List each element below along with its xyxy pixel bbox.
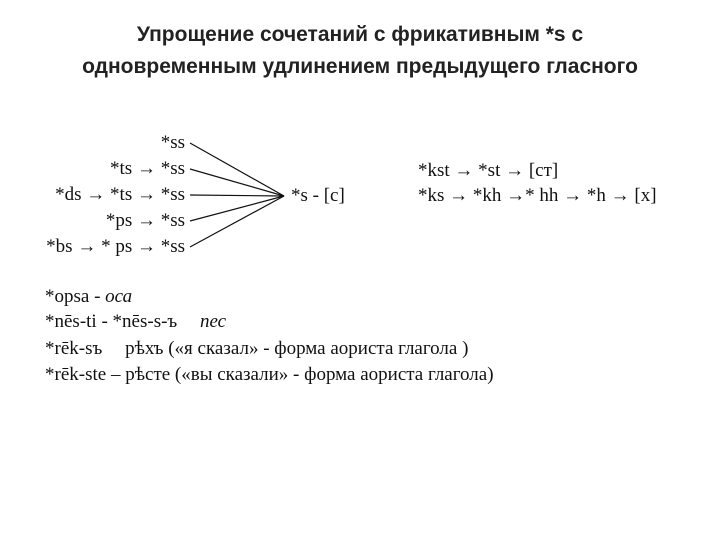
- chain-row-ds: *ds → *ts → *ss: [55, 184, 185, 205]
- chain-row-bs: *bs → * ps → *ss: [46, 236, 185, 257]
- slide-title-line1: Упрощение сочетаний с фрикативным *s с: [136, 23, 584, 46]
- chain-row-ss: *ss: [160, 132, 185, 153]
- chain-kst: *kst → *st → [ст]: [418, 160, 559, 181]
- example-reksъ-form: *rēk-sъ: [45, 338, 103, 359]
- example-nesti-gloss: пес: [200, 311, 227, 332]
- line-ps: [190, 196, 284, 221]
- target-s: *s - [c]: [291, 185, 345, 206]
- line-ds: [190, 195, 284, 196]
- example-nesti-form: *nēs-ti - *nēs-s-ъ: [45, 311, 178, 332]
- chain-ks: *ks → *kh →* hh → *h → [x]: [418, 185, 657, 206]
- slide-title-line2: одновременным удлинением предыдущего гласного: [82, 55, 638, 78]
- line-ts: [190, 169, 284, 196]
- line-bs: [190, 196, 284, 247]
- chain-row-ts: *ts → *ss: [110, 158, 185, 179]
- chain-row-ps: *ps → *ss: [105, 210, 185, 231]
- example-rekste: *rēk-ste – рѣсте («вы сказали» - форма аориста глагола): [45, 364, 494, 385]
- example-nesti: [45, 311, 226, 333]
- example-opsa: [45, 286, 132, 308]
- example-reksъ: [45, 338, 468, 360]
- line-ss: [190, 143, 284, 196]
- example-opsa-gloss: оса: [105, 286, 133, 307]
- example-opsa-form: *opsa -: [45, 286, 106, 307]
- example-reksъ-gloss: рѣхъ («я сказал» - форма аориста глагола ): [125, 338, 469, 359]
